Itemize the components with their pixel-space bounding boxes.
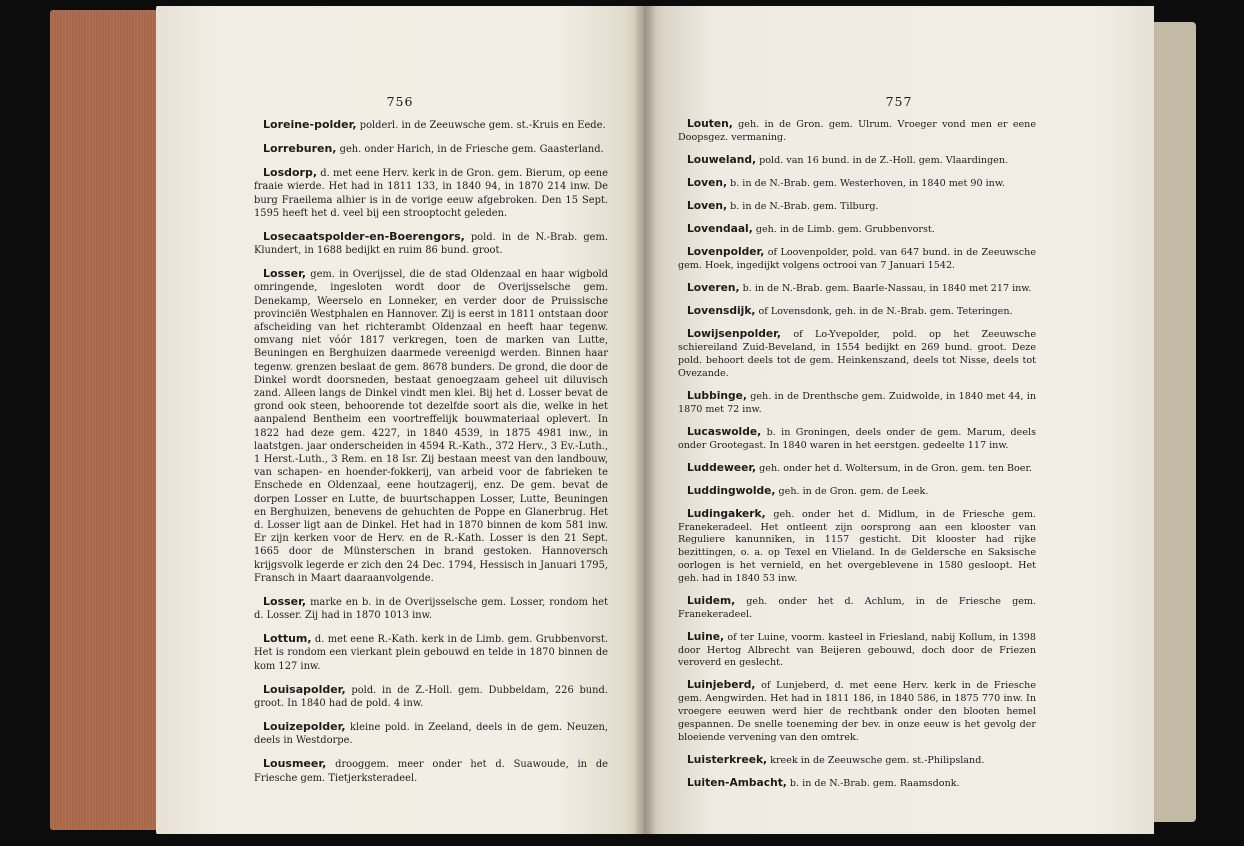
page-number: 757 [885,94,913,109]
entry-headword: Louizepolder, [263,720,346,734]
entry-list [254,118,608,795]
entry-headword: Loveren, [687,281,740,295]
entry-headword: Losecaatspolder-en-Boerengors, [263,229,465,243]
entry-text: b. in de N.-Brab. gem. Baarle-Nassau, in 1840 met 217 inw. [739,283,1032,295]
entry-text: geh. in de Gron. gem. Ulrum. Vroeger vond men er eene Doopsgez. vermaning. [678,119,1036,143]
dictionary-entry [254,683,608,710]
entry-text: drooggem. meer onder het d. Suawoude, in de Friesche gem. Tietjerksteradeel. [254,759,608,784]
entry-headword: Loreine-polder, [263,118,357,131]
page-number: 756 [386,94,414,109]
dictionary-entry [678,246,1036,273]
dictionary-entry [678,282,1036,296]
dictionary-entry [678,154,1036,168]
dictionary-entry [254,720,608,747]
dictionary-entry [678,508,1036,586]
book-gutter [634,6,656,834]
dictionary-entry [678,118,1036,145]
entry-text: b. in de N.-Brab. gem. Westerhoven, in 1840 met 90 inw. [727,177,1005,189]
entry-text: of Lunjeberd, d. met eene Herv. kerk in de Friesche gem. Aengwirden. Het had in 1811 186, in 1840 586, in 1875 770 inw. In vroegere eeuwen werd hier de rechtbank onder den blooten hemel gespannen. De snelle toeneming der bev. in onze eeuw is het gevolg der bloeiende vervening van den omtrek. [678,680,1036,743]
entry-text: b. in de N.-Brab. gem. Raamsdonk. [786,777,960,789]
entry-headword: Lucaswolde, [687,424,762,438]
entry-headword: Losser, [263,267,307,281]
entry-text: pold. in de Z.-Holl. gem. Dubbeldam, 226 bund. groot. In 1840 had de pold. 4 inw. [254,684,608,709]
entry-headword: Lorreburen, [263,142,337,156]
entry-text: d. met eene Herv. kerk in de Gron. gem. Bierum, op eene fraaie wierde. Het had in 1811 133, in 1840 94, in 1870 214 inw. De burg Fraeilema alhier is in de vorige eeuw afgebroken. Den 15 Sept. 1595 heeft het d. veel bij een strooptocht geleden. [254,168,608,219]
entry-text: kreek in de Zeeuwsche gem. st.-Philipsland. [767,754,985,766]
entry-headword: Losdorp, [263,166,318,180]
dictionary-entry [678,305,1036,319]
entry-headword: Luisterkreek, [687,752,768,766]
dictionary-entry [678,777,1036,791]
entry-headword: Lovendaal, [687,222,753,236]
entry-headword: Lottum, [263,632,312,646]
entry-headword: Lowijsenpolder, [687,327,781,341]
dictionary-entry [678,462,1036,476]
dictionary-entry [678,485,1036,499]
dictionary-entry [678,595,1036,622]
dictionary-entry [254,632,608,673]
entry-headword: Loven, [687,199,728,213]
entry-headword: Luidem, [687,593,736,607]
entry-text: gem. in Overijssel, die de stad Oldenzaal en haar wigbold omringende, ingesloten wordt door de Overijsselsche gem. Denekamp, Weerselo en Lonneker, en verder door de Pruissische provinciën Westphalen en Hannover. Zij is eerst in 1811 ontstaan door afscheiding van het richterambt Oldenzaal en heeft haar tegenw. omvang niet vóór 1817 verkregen, toen de marken van Lutte, Beuningen en Berghuizen daarmede vereenigd werden. Binnen haar tegenw. grenzen beslaat de gem. 8678 bunders. De grond, die door de Dinkel wordt doorsneden, bestaat genoegzaam geheel uit diluvisch zand. Alleen langs de Dinkel vindt men klei. Bij het d. Losser bevat de grond ook steen, behoorende tot dezelfde soort als die, welke in het aanpalend Bentheim een voortreffelijk bouwmateriaal oplevert. In 1822 had deze gem. 4227, in 1840 4539, in 1875 4981 inw., in laatstgen. jaar onderscheiden in 4594 R.-Kath., 372 Herv., 3 Ev.-Luth., 1 Herst.-Luth., 3 Rem. en 18 Isr. Zij bestaan meest van den landbouw, van schapen- en hoender-fokkerij, van arbeid voor de fabrieken te Enschede en Oldenzaal, eene houtzagerij, enz. De gem. bevat de dorpen Losser en Lutte, de buurtschappen Losser, Lutte, Beuningen en Berghuizen, benevens de gehuchten de Poppe en Glanerbrug. Het d. Losser ligt aan de Dinkel. Het had in 1870 binnen de kom 581 inw. Er zijn kerken voor de Herv. en de R.-Kath. Losser is den 21 Sept. 1665 door de Münsterschen in brand gestoken. Hannoversch krijgsvolk legerde er zich den 24 Dec. 1794, Hessisch in Januari 1795, Fransch in Maart daaraanvolgende. [254,269,608,584]
dictionary-entry [678,679,1036,744]
right-page [644,6,1154,834]
dictionary-entry [678,177,1036,191]
entry-headword: Luddeweer, [687,460,757,474]
entry-text: b. in de N.-Brab. gem. Tilburg. [727,201,879,213]
dictionary-entry [678,328,1036,380]
entry-headword: Luine, [687,629,724,643]
entry-text: geh. onder het d. Achlum, in de Friesche gem. Franekeradeel. [678,595,1036,620]
entry-text: pold. in de N.-Brab. gem. Klundert, in 1688 bedijkt en ruim 86 bund. groot. [254,231,608,257]
entry-text: geh. in de Drenthsche gem. Zuidwolde, in 1840 met 44, in 1870 met 72 inw. [678,390,1036,415]
entry-headword: Luiten-Ambacht, [687,775,787,789]
entry-headword: Lubbinge, [687,388,747,402]
dictionary-entry [254,595,608,622]
entry-headword: Louweland, [687,152,757,166]
entry-text: of ter Luine, voorm. kasteel in Friesland, nabij Kollum, in 1398 door Hertog Albrecht van Beijeren gebouwd, doch door de Friezen veroverd en geslecht. [678,631,1036,669]
dictionary-entry [254,267,608,585]
entry-text: geh. onder het d. Midlum, in de Friesche gem. Franekeradeel. Het ontleent zijn oorsprong aan een klooster van Reguliere kanunniken, in 1157 gesticht. Dit klooster had rijke bezittingen, o. a. op Texel en Vlieland. In de Geldersche en Saksische oorlogen is het vernield, en het overgeblevene in 1580 gesloopt. Het geh. had in 1840 53 inw. [678,508,1036,584]
entry-headword: Loven, [687,175,728,189]
entry-text: d. met eene R.-Kath. kerk in de Limb. gem. Grubbenvorst. Het is rondom een vierkant plein gebouwd en telde in 1870 binnen de kom 127 inw. [254,634,608,672]
dictionary-entry [254,118,608,132]
entry-text: geh. onder Harich, in de Friesche gem. Gaasterland. [336,144,604,156]
entry-text: kleine pold. in Zeeland, deels in de gem. Neuzen, deels in Westdorpe. [254,722,608,747]
entry-text: polderl. in de Zeeuwsche gem. st.-Kruis en Eede. [356,120,606,131]
entry-text: of Lovensdonk, geh. in de N.-Brab. gem. Teteringen. [755,306,1013,318]
dictionary-entry [678,754,1036,768]
entry-headword: Ludingakerk, [687,506,766,520]
dictionary-entry [678,200,1036,214]
entry-headword: Lovensdijk, [687,304,756,318]
dictionary-entry [678,631,1036,670]
dictionary-entry [254,142,608,156]
page-edges-right [1150,22,1196,822]
left-page [156,6,644,834]
entry-text: geh. in de Limb. gem. Grubbenvorst. [752,224,935,236]
entry-text: geh. onder het d. Woltersum, in de Gron. gem. ten Boer. [756,462,1033,474]
entry-text: of Loovenpolder, pold. van 647 bund. in de Zeeuwsche gem. Hoek, ingedijkt volgens octrooi van 7 Januari 1542. [678,247,1036,272]
dictionary-entry [254,757,608,784]
dictionary-entry [678,426,1036,453]
dictionary-entry [254,166,608,220]
page-edges-left [50,10,162,830]
entry-text: marke en b. in de Overijsselsche gem. Losser, rondom het d. Losser. Zij had in 1870 1013 inw. [254,596,608,622]
entry-headword: Luinjeberd, [687,678,756,692]
entry-text: geh. in de Gron. gem. de Leek. [775,485,929,497]
entry-headword: Luddingwolde, [687,483,776,497]
dictionary-entry [254,230,608,257]
entry-text: pold. van 16 bund. in de Z.-Holl. gem. Vlaardingen. [756,154,1009,166]
entry-headword: Lousmeer, [263,757,327,771]
entry-list [678,118,1036,800]
entry-text: b. in Groningen, deels onder de gem. Marum, deels onder Grootegast. In 1840 waren in het eerstgen. gedeelte 117 inw. [678,426,1036,451]
dictionary-entry [678,223,1036,237]
entry-headword: Louten, [687,117,733,130]
dictionary-entry [678,390,1036,417]
entry-text: of Lo-Yvepolder, pold. op het Zeeuwsche schiereiland Zuid-Beveland, in 1554 bedijkt en 269 bund. groot. Deze pold. behoort deels tot de gem. Heinkenszand, deels tot Nisse, deels tot Ovezande. [678,329,1036,379]
entry-headword: Lovenpolder, [687,245,765,259]
entry-headword: Louisapolder, [263,682,346,696]
entry-headword: Losser, [263,594,307,608]
